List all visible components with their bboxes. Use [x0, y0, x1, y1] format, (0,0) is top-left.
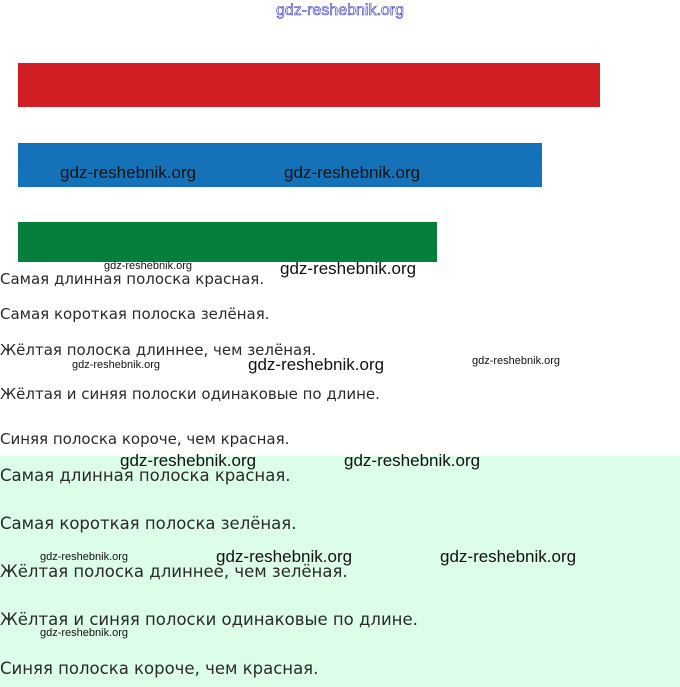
statement-1: Самая длинная полоска красная. — [0, 270, 265, 288]
watermark: gdz-reshebnik.org — [440, 547, 577, 566]
watermark-top: gdz-reshebnik.org — [275, 2, 405, 19]
watermark: gdz-reshebnik.org — [40, 551, 129, 563]
watermark: gdz-reshebnik.org — [60, 163, 197, 182]
statement-3: Жёлтая полоска длиннее, чем зелёная. — [0, 341, 317, 359]
answer-2: Самая короткая полоска зелёная. — [0, 514, 297, 533]
statement-2: Самая короткая полоска зелёная. — [0, 305, 270, 323]
watermark: gdz-reshebnik.org — [72, 359, 161, 371]
watermark: gdz-reshebnik.org — [280, 259, 417, 278]
watermark: gdz-reshebnik.org — [344, 451, 481, 470]
answer-3: Жёлтая полоска длиннее, чем зелёная. — [0, 562, 348, 581]
green-bar — [18, 222, 437, 262]
answer-1: Самая длинная полоска красная. — [0, 466, 291, 485]
statement-4: Жёлтая и синяя полоски одинаковые по длине. — [0, 385, 380, 403]
watermark: gdz-reshebnik.org — [104, 260, 193, 272]
watermark: gdz-reshebnik.org — [40, 627, 129, 639]
answer-5: Синяя полоска короче, чем красная. — [0, 659, 319, 678]
watermark: gdz-reshebnik.org — [248, 355, 385, 374]
red-bar — [18, 63, 600, 107]
answer-4: Жёлтая и синяя полоски одинаковые по длине. — [0, 610, 418, 629]
watermark: gdz-reshebnik.org — [284, 163, 421, 182]
statement-5: Синяя полоска короче, чем красная. — [0, 430, 290, 448]
watermark: gdz-reshebnik.org — [120, 451, 257, 470]
watermark: gdz-reshebnik.org — [472, 355, 561, 367]
watermark: gdz-reshebnik.org — [216, 547, 353, 566]
